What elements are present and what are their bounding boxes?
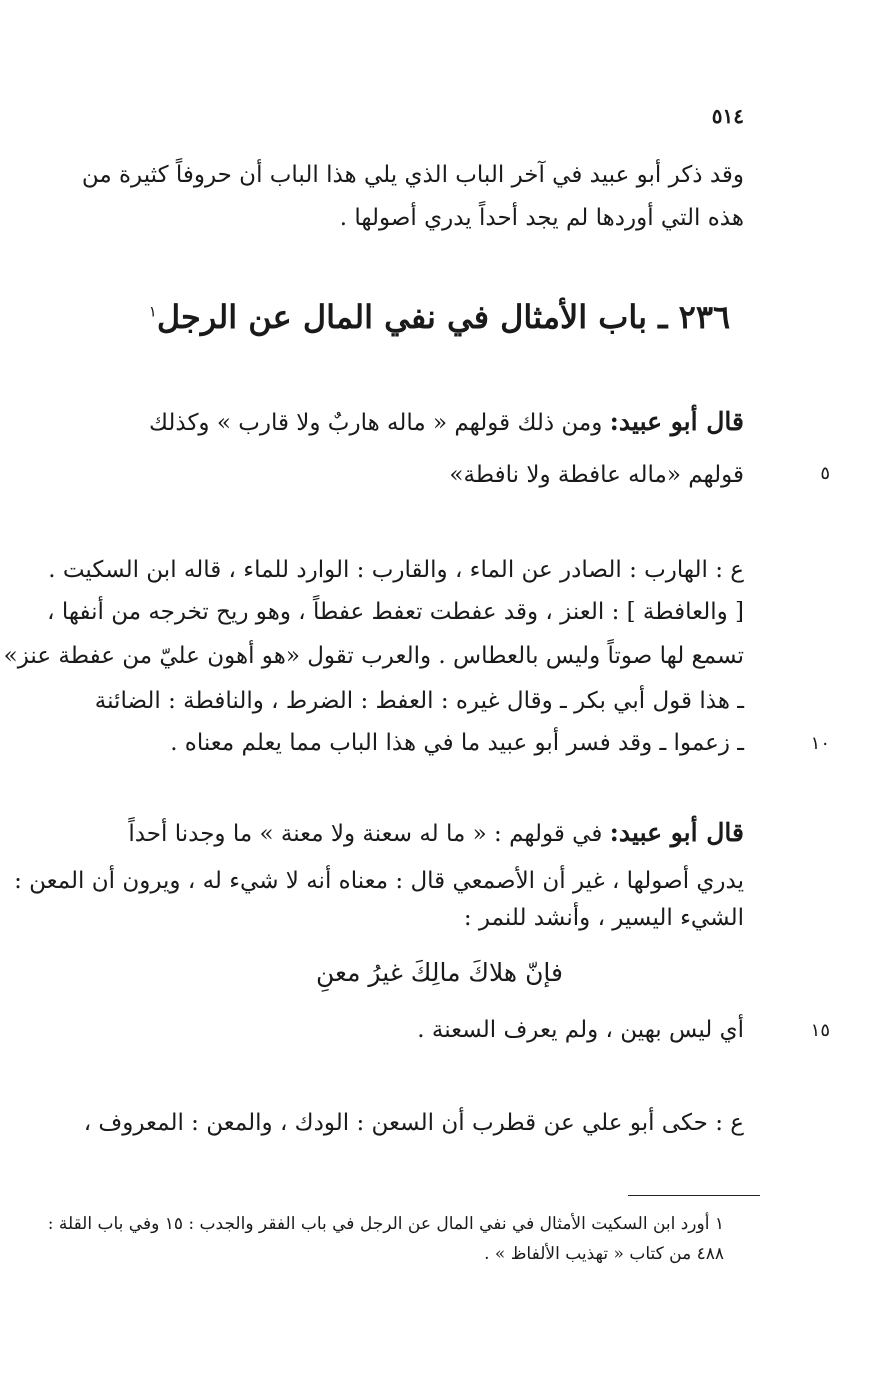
paragraph-2-line-3: تسمع لها صوتاً وليس بالعطاس . والعرب تقول «هو أهون عليّ من عفطة عنز» xyxy=(3,643,744,669)
line-number-15: ١٥ xyxy=(810,1020,830,1041)
paragraph-3-line-3: الشيء اليسير ، وأنشد للنمر : xyxy=(463,905,744,931)
line-number-5: ٥ xyxy=(820,463,830,484)
paragraph-2-line-4: ـ هذا قول أبي بكر ـ وقال غيره : العفط : الضرط ، والنافطة : الضائنة xyxy=(94,688,744,714)
footnote-line-1: ١ أورد ابن السكيت الأمثال في نفي المال عن الرجل في باب الفقر والجدب : ١٥ وفي باب القلة : xyxy=(47,1214,724,1234)
paragraph-2-line-1: ع : الهارب : الصادر عن الماء ، والقارب : الوارد للماء ، قاله ابن السكيت . xyxy=(48,557,744,583)
line-number-10: ١٠ xyxy=(810,733,830,754)
footnote-line-2: ٤٨٨ من كتاب « تهذيب الألفاظ » . xyxy=(484,1244,724,1264)
paragraph-4-line-1: ع : حكى أبو علي عن قطرب أن السعن : الودك ، والمعن : المعروف ، xyxy=(83,1110,744,1136)
speaker-label: قال أبو عبيد: xyxy=(609,407,744,436)
poem-verse: فإنّ هلاكَ مالِكَ غيرُ معنِ xyxy=(315,958,563,987)
paragraph-1-text-1: ومن ذلك قولهم « ماله هاربٌ ولا قارب » وكذلك xyxy=(148,410,603,436)
footnote-separator xyxy=(628,1195,760,1196)
paragraph-1-line-1 xyxy=(22,407,744,438)
paragraph-2-line-2: [ والعافطة ] : العنز ، وقد عفطت تعفط عفطاً ، وهو ريح تخرجه من أنفها ، xyxy=(47,599,744,625)
paragraph-3-line-4: أي ليس بهين ، ولم يعرف السعنة . xyxy=(417,1017,744,1043)
page-number: ٥١٤ xyxy=(711,104,744,128)
paragraph-1-line-2: قولهم «ماله عافطة ولا نافطة» xyxy=(449,462,744,488)
speaker-label-2: قال أبو عبيد: xyxy=(609,818,744,847)
paragraph-2-line-5: ـ زعموا ـ وقد فسر أبو عبيد ما في هذا الباب مما يعلم معناه . xyxy=(170,730,744,756)
paragraph-3-line-2: يدري أصولها ، غير أن الأصمعي قال : معناه أنه لا شيء له ، ويرون أن المعن : xyxy=(14,868,744,894)
chapter-heading xyxy=(0,298,879,336)
paragraph-3-line-1 xyxy=(22,818,744,849)
footnote-mark: ١ xyxy=(148,302,157,321)
chapter-title: ٢٣٦ ـ باب الأمثال في نفي المال عن الرجل xyxy=(156,298,731,336)
intro-line-1: وقد ذكر أبو عبيد في آخر الباب الذي يلي هذا الباب أن حروفاً كثيرة من xyxy=(81,162,744,188)
paragraph-3-text-1: في قولهم : « ما له سعنة ولا معنة » ما وجدنا أحداً xyxy=(128,821,603,847)
intro-line-2: هذه التي أوردها لم يجد أحداً يدري أصولها . xyxy=(339,205,744,231)
